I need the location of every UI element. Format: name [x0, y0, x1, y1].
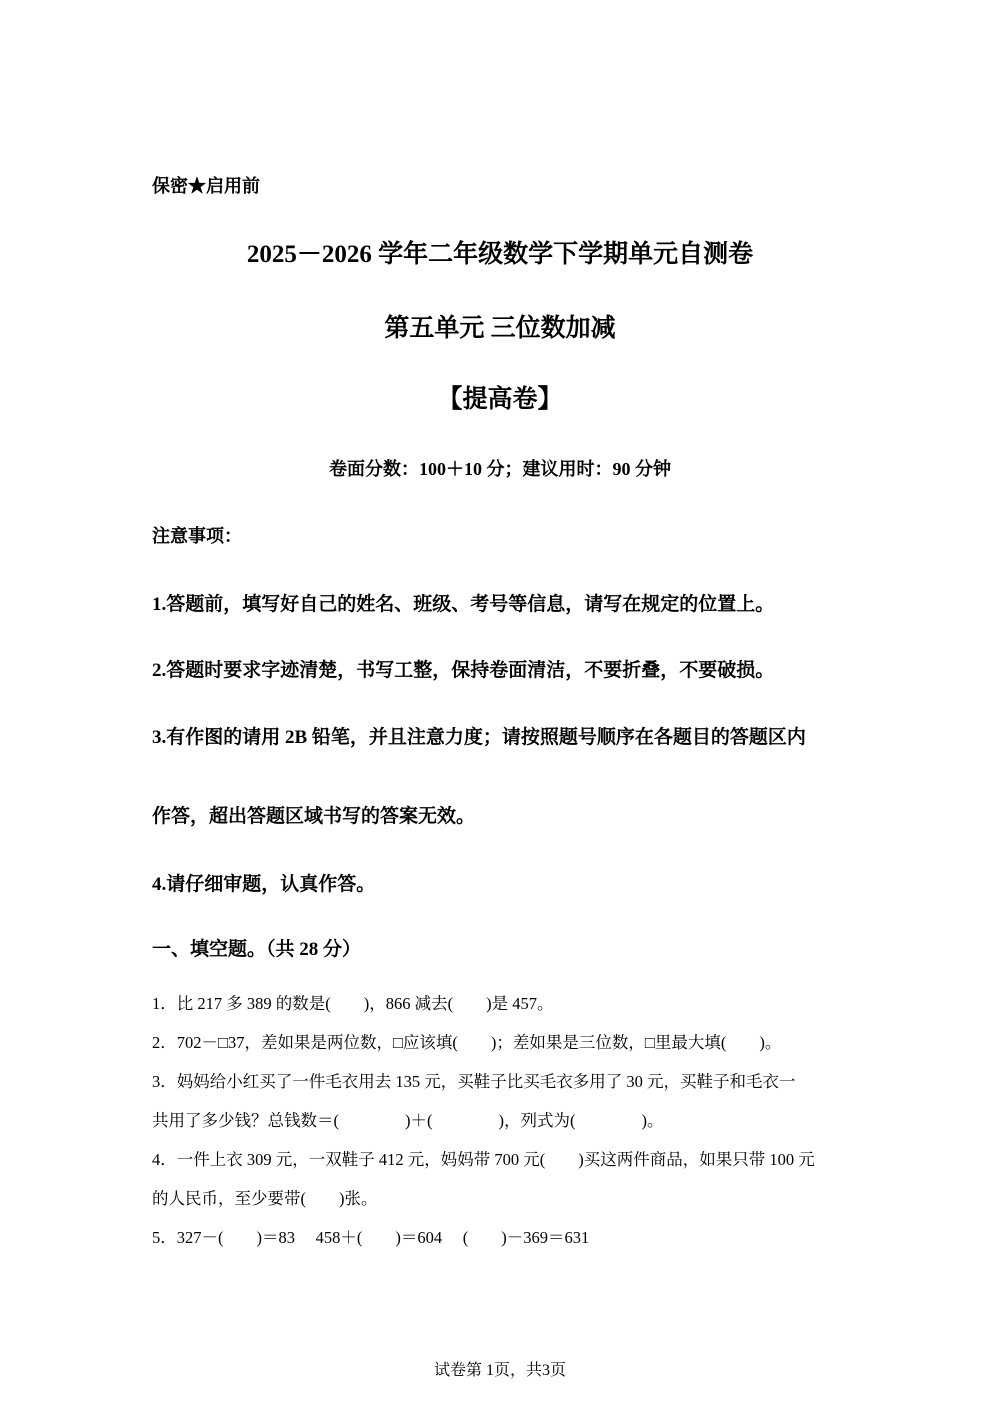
- question-2: 2．702－□37，差如果是两位数，□应该填( )；差如果是三位数，□里最大填( )。: [152, 1033, 782, 1052]
- note-item-3-continued: 作答，超出答题区域书写的答案无效。: [152, 806, 476, 827]
- question-4-line-1: 4．一件上衣 309 元，一双鞋子 412 元，妈妈带 700 元( )买这两件商品，如果只带 100 元: [152, 1150, 815, 1169]
- exam-title: 2025－2026 学年二年级数学下学期单元自测卷: [246, 241, 754, 268]
- note-item-1: 1.答题前，填写好自己的姓名、班级、考号等信息，请写在规定的位置上。: [152, 594, 775, 615]
- question-3-line-2: 共用了多少钱？总钱数＝( )＋( )，列式为( )。: [152, 1111, 664, 1130]
- note-item-2: 2.答题时要求字迹清楚，书写工整，保持卷面清洁，不要折叠，不要破损。: [152, 660, 775, 681]
- note-item-3: 3.有作图的请用 2B 铅笔，并且注意力度；请按照题号顺序在各题目的答题区内: [152, 727, 806, 748]
- question-1: 1．比 217 多 389 的数是( )，866 减去( )是 457。: [152, 994, 554, 1013]
- notes-heading: 注意事项：: [152, 526, 242, 546]
- section-heading-fill-blank: 一、填空题。（共 28 分）: [152, 939, 362, 960]
- unit-title: 第五单元 三位数加减: [384, 315, 616, 342]
- note-item-4: 4.请仔细审题，认真作答。: [152, 874, 376, 895]
- question-4-line-2: 的人民币，至少要带( )张。: [152, 1189, 378, 1208]
- question-5: 5．327－( )＝83 458＋( )＝604 ( )－369＝631: [152, 1228, 590, 1247]
- page-footer: 试卷第 1页，共3页: [433, 1362, 566, 1379]
- score-info: 卷面分数：100＋10 分；建议用时：90 分钟: [329, 459, 671, 479]
- difficulty-title: 【提高卷】: [437, 386, 563, 413]
- question-3-line-1: 3．妈妈给小红买了一件毛衣用去 135 元，买鞋子比买毛衣多用了 30 元，买鞋子和毛衣一: [152, 1072, 796, 1091]
- confidential-label: 保密★启用前: [152, 176, 260, 196]
